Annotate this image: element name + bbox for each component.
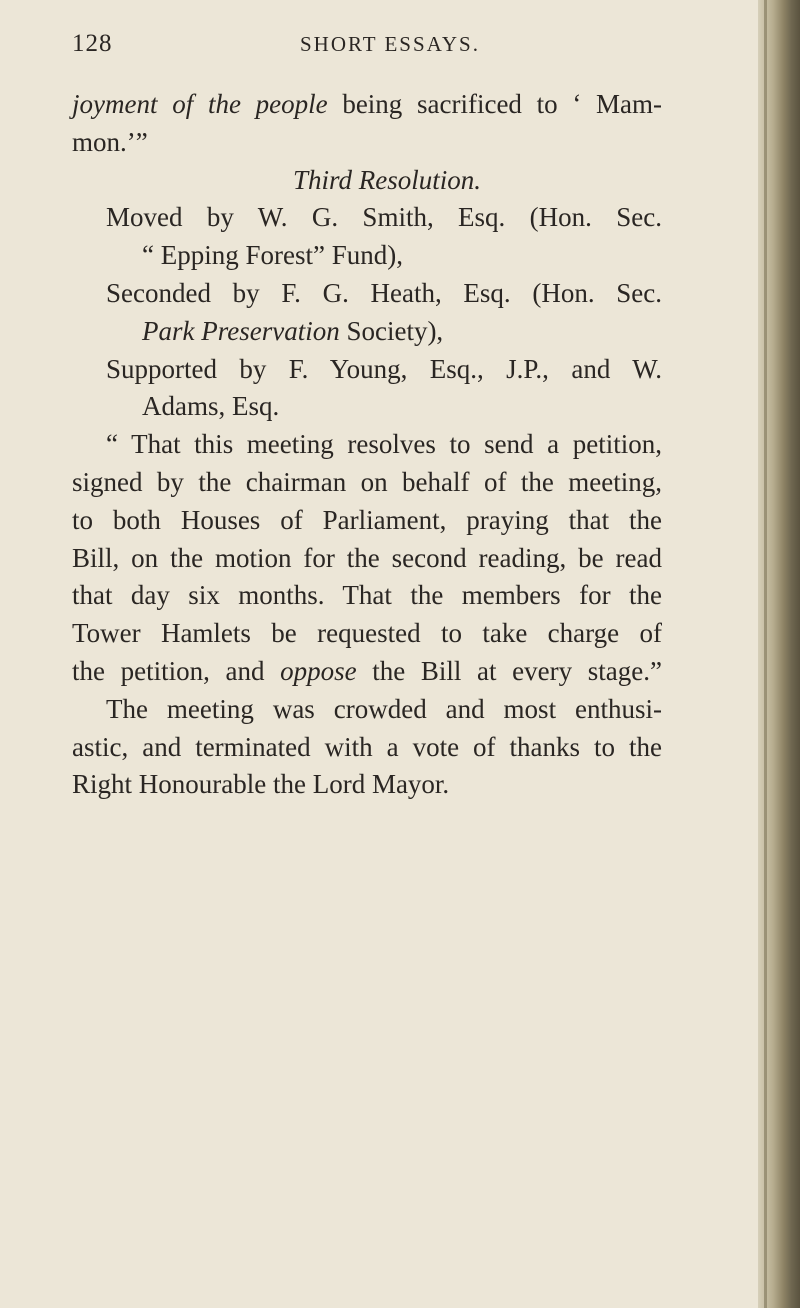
motion-line: “ Epping Forest” Fund), xyxy=(142,240,403,271)
text-line xyxy=(72,86,662,124)
motion-line: Seconded by F. G. Heath, Esq. (Hon. Sec. xyxy=(106,277,662,308)
section-heading: Third Resolution. xyxy=(292,164,481,195)
motion-line: Adams, Esq. xyxy=(142,391,280,422)
paragraph-line: The meeting was crowded and most enthusi- xyxy=(106,693,662,724)
text-line: mon.’” xyxy=(72,126,148,157)
paragraph-line: to both Houses of Parliament, praying that the xyxy=(72,504,662,535)
paragraph-line: “ That this meeting resolves to send a petition, xyxy=(106,429,662,460)
motion-line: Moved by W. G. Smith, Esq. (Hon. Sec. xyxy=(106,202,662,233)
text-fragment: being sacrificed to ‘ Mam- xyxy=(327,89,663,119)
italic-word: oppose xyxy=(280,655,357,686)
running-head: SHORT ESSAYS. xyxy=(300,32,480,56)
page-number: 128 xyxy=(72,30,113,57)
paragraph-line: Bill, on the motion for the second reading, be read xyxy=(72,542,662,573)
italic-word: of xyxy=(172,89,194,119)
paragraph-line: astic, and terminated with a vote of thanks to the xyxy=(72,731,662,762)
page-text xyxy=(72,86,662,804)
text-fragment: the Bill at every stage.” xyxy=(356,655,662,686)
text-fragment: the petition, and xyxy=(72,655,281,686)
italic-phrase: the people xyxy=(207,89,328,119)
paragraph-line: Tower Hamlets be requested to take charge of xyxy=(72,618,662,649)
paragraph-line: signed by the chairman on behalf of the meeting, xyxy=(72,466,662,497)
paragraph-line: Right Honourable the Lord Mayor. xyxy=(72,769,450,800)
italic-word: joyment xyxy=(72,89,158,119)
text-fragment: Society), xyxy=(339,315,444,346)
motion-line xyxy=(72,313,662,351)
paragraph-line xyxy=(72,653,662,691)
italic-phrase: Park Preservation xyxy=(142,315,340,346)
paragraph-line: that day six months. That the members for the xyxy=(72,580,662,611)
motion-line: Supported by F. Young, Esq., J.P., and W. xyxy=(106,353,662,384)
page-header xyxy=(72,30,662,70)
book-binding-edge xyxy=(758,0,800,1308)
